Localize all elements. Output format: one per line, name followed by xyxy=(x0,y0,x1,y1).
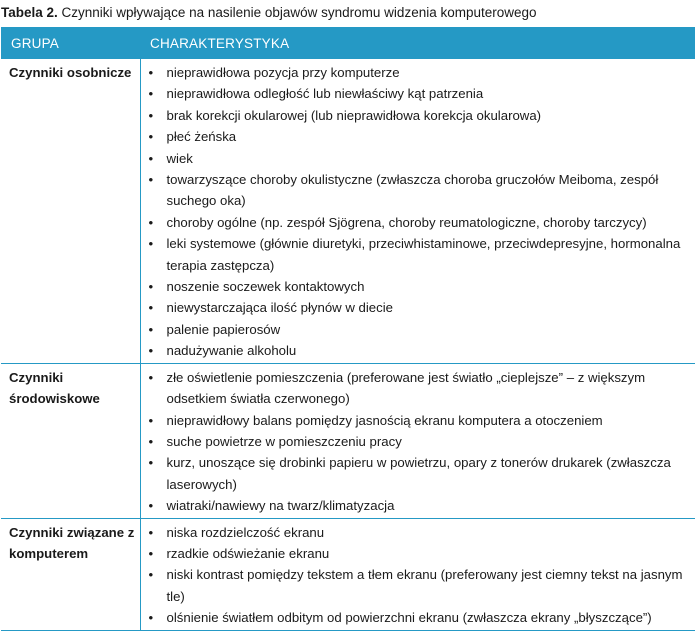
table-row xyxy=(1,59,695,363)
items-cell xyxy=(140,518,695,630)
items-cell xyxy=(140,59,695,363)
list-item: • niewystarczająca ilość płynów w diecie xyxy=(149,297,690,318)
list-item: • palenie papierosów xyxy=(149,319,690,340)
list-item: • towarzyszące choroby okulistyczne (zwłaszcza choroba gruczołów Meiboma, zespół suchego oka) xyxy=(149,169,690,212)
list-item: • niska rozdzielczość ekranu xyxy=(149,522,690,543)
group-cell: Czynniki środowiskowe xyxy=(1,363,140,518)
list-item: • wiatraki/nawiewy na twarz/klimatyzacja xyxy=(149,495,690,516)
group-cell: Czynniki osobnicze xyxy=(1,59,140,363)
list-item: • suche powietrze w pomieszczeniu pracy xyxy=(149,431,690,452)
list-item: • leki systemowe (głównie diuretyki, przeciwhistaminowe, przeciwdepresyjne, hormonalna terapia zastępcza) xyxy=(149,233,690,276)
list-item: • złe oświetlenie pomieszczenia (preferowane jest światło „cieplejsze” – z większym odsetkiem światła czerwonego) xyxy=(149,367,690,410)
header-characteristics: CHARAKTERYSTYKA xyxy=(140,27,695,59)
list-item: • choroby ogólne (np. zespół Sjögrena, choroby reumatologiczne, choroby tarczycy) xyxy=(149,212,690,233)
table-row xyxy=(1,518,695,630)
list-item: • nadużywanie alkoholu xyxy=(149,340,690,361)
table-row xyxy=(1,363,695,518)
list-item: • niski kontrast pomiędzy tekstem a tłem ekranu (preferowany jest ciemny tekst na jasnym tle) xyxy=(149,564,690,607)
list-item: • kurz, unoszące się drobinki papieru w powietrzu, opary z tonerów drukarek (zwłaszcza laserowych) xyxy=(149,452,690,495)
table-header-row xyxy=(1,27,695,59)
caption-text: Czynniki wpływające na nasilenie objawów syndromu widzenia komputerowego xyxy=(57,5,537,20)
bullet-list xyxy=(149,62,690,362)
bullet-list xyxy=(149,522,690,629)
list-item: • brak korekcji okularowej (lub nieprawidłowa korekcja okularowa) xyxy=(149,105,690,126)
caption-label: Tabela 2. xyxy=(1,5,58,20)
bullet-list xyxy=(149,367,690,517)
factors-table xyxy=(1,27,695,631)
group-cell: Czynniki związane z komputerem xyxy=(1,518,140,630)
header-group: GRUPA xyxy=(1,27,140,59)
list-item: • nieprawidłowa pozycja przy komputerze xyxy=(149,62,690,83)
list-item: • noszenie soczewek kontaktowych xyxy=(149,276,690,297)
list-item: • olśnienie światłem odbitym od powierzchni ekranu (zwłaszcza ekrany „błyszczące”) xyxy=(149,607,690,628)
list-item: • nieprawidłowa odległość lub niewłaściwy kąt patrzenia xyxy=(149,83,690,104)
list-item: • rzadkie odświeżanie ekranu xyxy=(149,543,690,564)
list-item: • nieprawidłowy balans pomiędzy jasnością ekranu komputera a otoczeniem xyxy=(149,410,690,431)
items-cell xyxy=(140,363,695,518)
table-caption xyxy=(0,0,697,27)
list-item: • wiek xyxy=(149,148,690,169)
list-item: • płeć żeńska xyxy=(149,126,690,147)
